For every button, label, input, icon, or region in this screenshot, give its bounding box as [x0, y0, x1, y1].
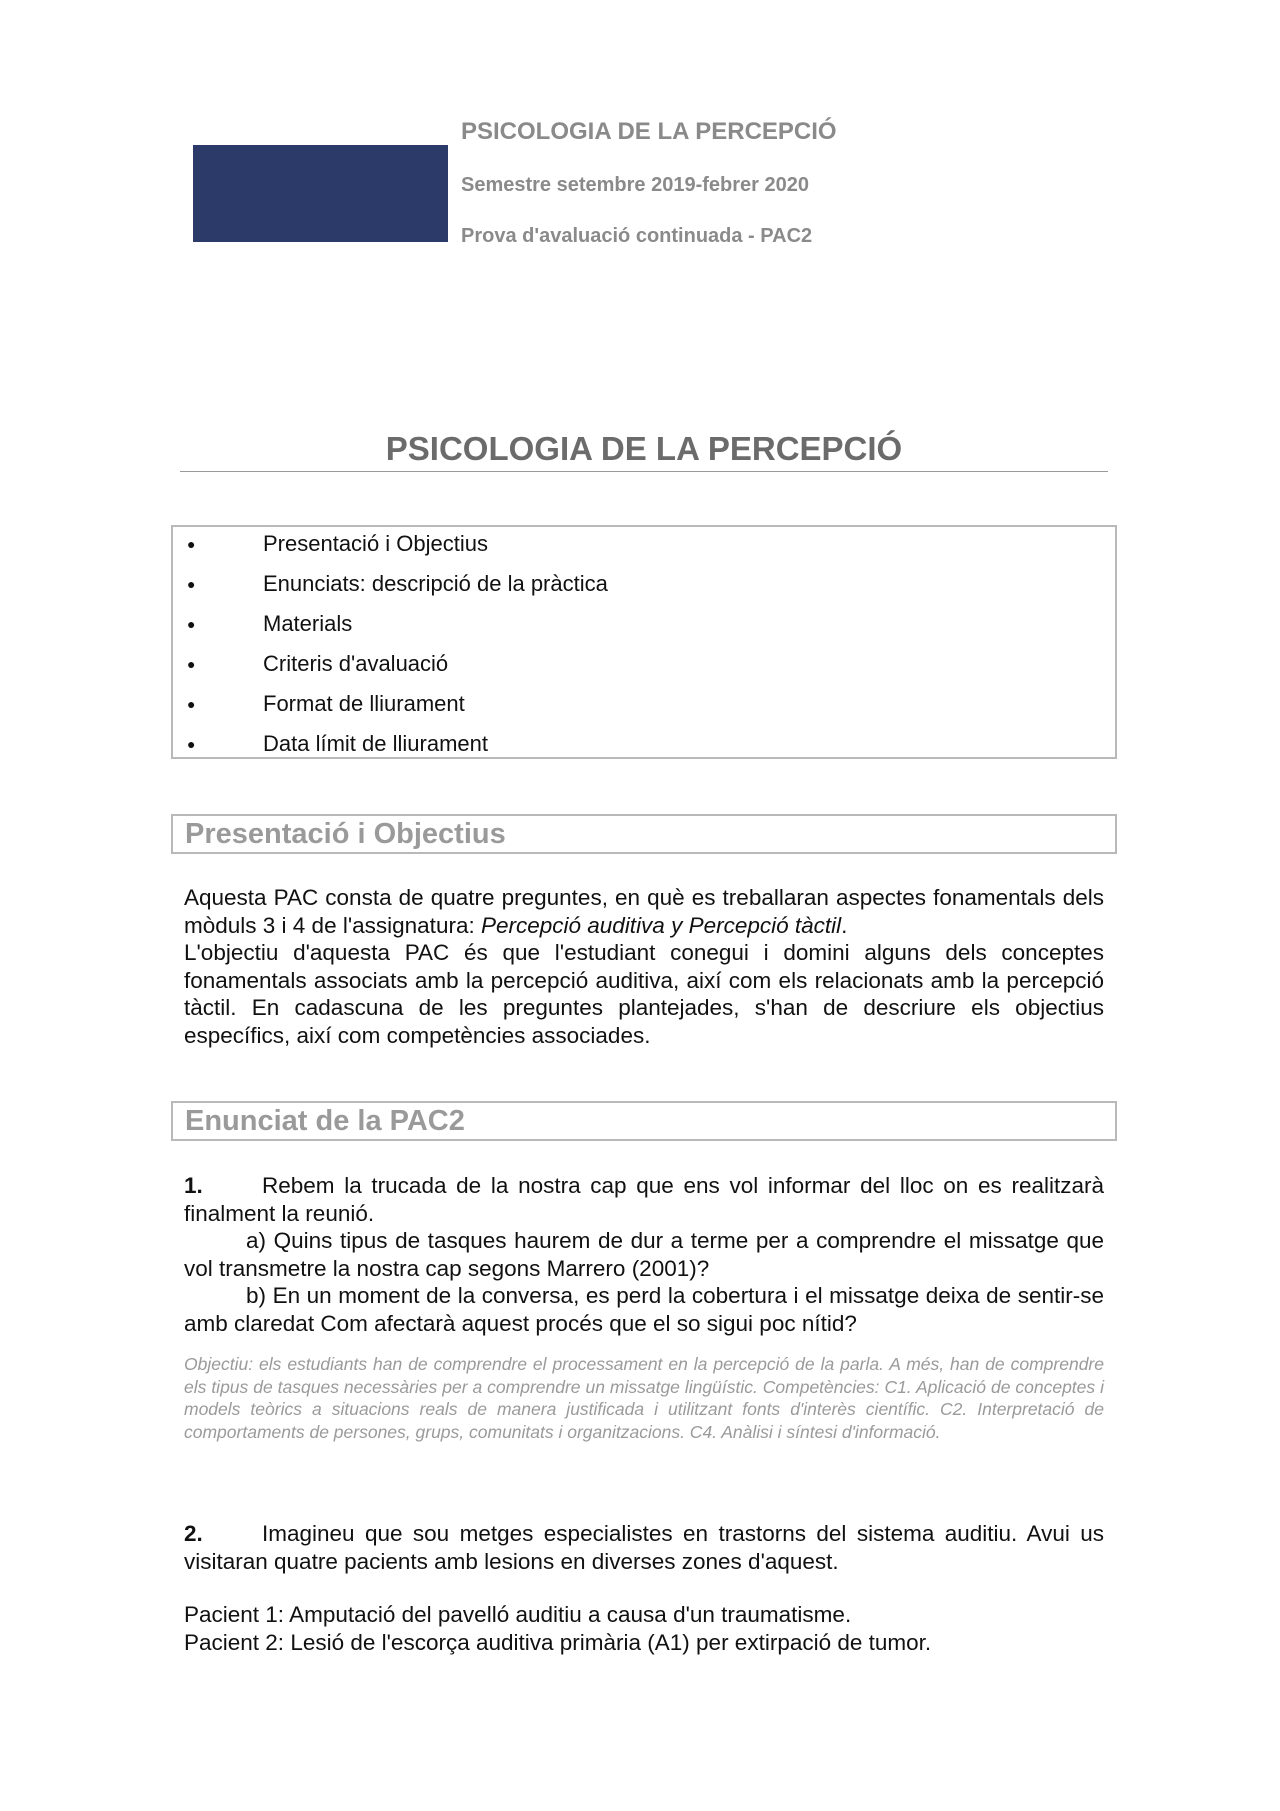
title-divider — [180, 471, 1108, 472]
question-number: 2. — [184, 1521, 203, 1546]
section-heading-presentation — [171, 814, 1117, 854]
toc-item-label: Criteris d'avaluació — [263, 651, 449, 676]
question-number: 1. — [184, 1173, 203, 1198]
toc-item-label: Enunciats: descripció de la pràctica — [263, 571, 608, 596]
text-run: Rebem la trucada de la nostra cap que ens vol informar del lloc on es realitzarà finalment la reunió. — [184, 1173, 1104, 1226]
logo-bracket-icon — [441, 313, 471, 357]
presentation-text — [184, 884, 1104, 1049]
bullet-icon: ● — [187, 576, 196, 592]
question-1a: a) Quins tipus de tasques haurem de dur a terme per a comprendre el missatge que vol transmetre la nostra cap segons Marrero (2001)? — [184, 1228, 1104, 1281]
text-run: Aquesta PAC consta de quatre preguntes, en què es treballaran aspectes fonamentals dels mòduls 3 i 4 de l'assignatura: — [184, 885, 1104, 938]
header-semester: Semestre setembre 2019-febrer 2020 — [461, 174, 809, 196]
patient-1: Pacient 1: Amputació del pavelló auditiu a causa d'un traumatisme. — [184, 1602, 852, 1627]
section-title: Enunciat de la PAC2 — [185, 1105, 465, 1137]
question-1 — [184, 1172, 1104, 1337]
toc-item-label: Materials — [263, 611, 353, 636]
page-title: PSICOLOGIA DE LA PERCEPCIÓ — [385, 430, 903, 467]
bullet-icon: ● — [187, 536, 196, 552]
toc-item-label: Format de lliurament — [263, 691, 465, 716]
text-run: Imagineu que sou metges especialistes en trastorns del sistema auditiu. Avui us visitaran quatre pacients amb lesions en diverses zones d'aquest. — [184, 1521, 1104, 1574]
header-course: PSICOLOGIA DE LA PERCEPCIÓ — [461, 118, 837, 145]
toc-item-label: Presentació i Objectius — [263, 531, 488, 556]
patient-2: Pacient 2: Lesió de l'escorça auditiva primària (A1) per extirpació de tumor. — [184, 1629, 932, 1655]
question-1-objective: Objectiu: els estudiants han de comprendre el processament en la percepció de la parla. A més, han de comprendre els tipus de tasques necessàries per a comprendre un missatge lingüístic. Competències: C1. Aplicació de conceptes i models teòrics a situacions reals de manera justificada i utilitzant fonts d'interès científic. C2. Interpretació de comportaments de persones, grups, comunitats i organitzacions. C4. Anàlisi i síntesi d'informació. — [184, 1354, 1104, 1442]
table-of-contents — [171, 525, 1117, 759]
logo-text: UOC — [485, 307, 564, 370]
section-heading-statement — [171, 1101, 1117, 1141]
patient-list — [184, 1601, 1104, 1656]
section-title: Presentació i Objectius — [185, 818, 506, 850]
bullet-icon: ● — [187, 656, 196, 672]
question-1-text — [184, 1172, 1104, 1227]
header-assessment: Prova d'avaluació continuada - PAC2 — [461, 225, 813, 247]
text-run: . — [841, 912, 848, 938]
question-2 — [184, 1520, 1104, 1575]
modules-italic: Percepció auditiva y Percepció tàctil — [480, 912, 842, 938]
presentation-paragraph-1 — [184, 884, 1104, 939]
toc-item-label: Data límit de lliurament — [263, 731, 488, 756]
question-2-text — [184, 1520, 1104, 1575]
presentation-paragraph-2: L'objectiu d'aquesta PAC és que l'estudiant conegui i domini alguns dels conceptes fonamentals associats amb la percepció auditiva, així com els relacionats amb la percepció tàctil. En cadascuna de les preguntes plantejades, s'han de descriure els objectius específics, així com competències associades. — [184, 940, 1104, 1048]
uoc-logo — [193, 145, 564, 370]
bullet-icon: ● — [187, 736, 196, 752]
question-1b: b) En un moment de la conversa, es perd la cobertura i el missatge deixa de sentir-se amb claredat Com afectarà aquest procés que el so sigui poc nítid? — [184, 1283, 1104, 1336]
bullet-icon: ● — [187, 696, 196, 712]
bullet-icon: ● — [187, 616, 196, 632]
